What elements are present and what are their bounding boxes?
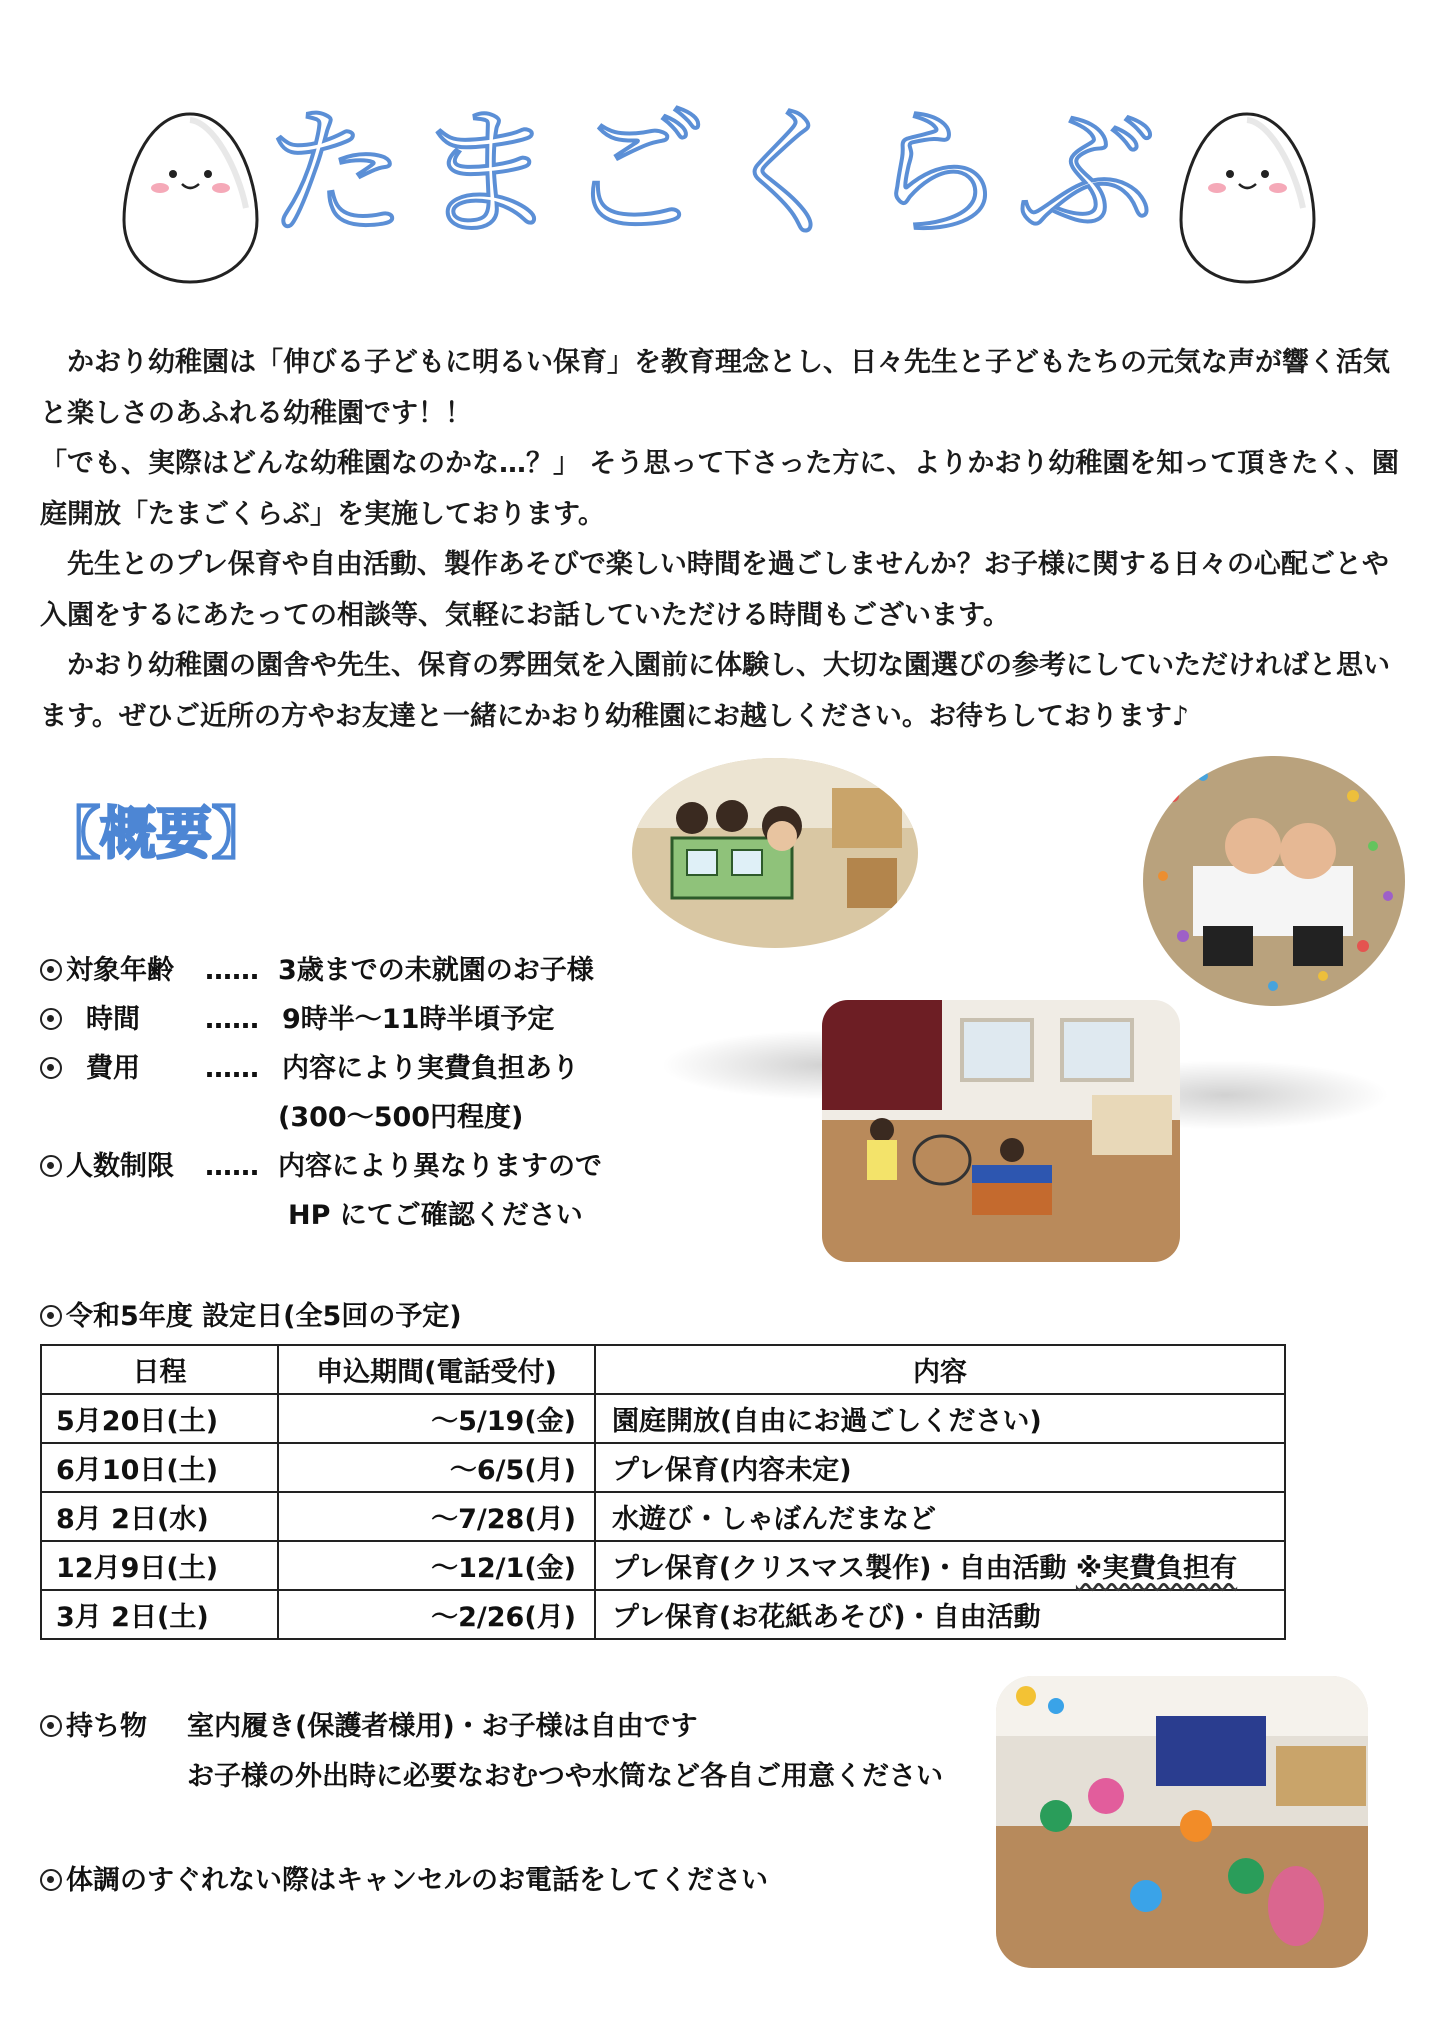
cell-content: 園庭開放(自由にお過ごしください)	[595, 1394, 1285, 1443]
bullet-icon	[40, 1155, 62, 1177]
bullet-icon	[40, 1305, 62, 1327]
cell-date: 6月10日(土)	[41, 1443, 278, 1492]
cell-content: プレ保育(内容未定)	[595, 1443, 1285, 1492]
photo-paper-train	[632, 758, 918, 948]
photo-confetti-play	[1143, 756, 1405, 1006]
cell-period: ～6/5(月)	[278, 1443, 595, 1492]
schedule-table	[40, 1344, 1286, 1640]
intro-paragraph: 「でも、実際はどんな幼稚園なのかな…？」 そう思って下さった方に、よりかおり幼稚園を知って頂きたく、園庭開放「たまごくらぶ」を実施しております。	[40, 448, 1399, 530]
intro-paragraph: 先生とのプレ保育や自由活動、製作あそびで楽しい時間を過ごしませんか？お子様に関する日々の心配ごとや入園をするにあたっての相談等、気軽にお話していただける時間もございます。	[40, 549, 1389, 631]
table-header: 申込期間(電話受付)	[278, 1345, 595, 1394]
info-value: 内容により実費負担あり	[282, 1053, 579, 1084]
info-label: 時間	[86, 1004, 140, 1035]
cancel-note: 体調のすぐれない際はキャンセルのお電話をしてください	[40, 1856, 768, 1905]
cell-content: プレ保育(お花紙あそび)・自由活動	[595, 1590, 1285, 1639]
info-value: 9時半～11時半頃予定	[282, 1004, 555, 1035]
intro-text	[40, 338, 1400, 742]
intro-paragraph: かおり幼稚園は「伸びる子どもに明るい保育」を教育理念とし、日々先生と子どもたちの元気な声が響く活気と楽しさのあふれる幼稚園です！！	[40, 347, 1390, 429]
overview-item-capacity	[40, 1142, 740, 1242]
table-header: 日程	[41, 1345, 278, 1394]
cell-period: ～7/28(月)	[278, 1492, 595, 1541]
belongings-label: 持ち物	[66, 1711, 147, 1742]
cell-content: プレ保育(クリスマス製作)・自由活動 ※実費負担有	[595, 1541, 1285, 1590]
info-dots: ……	[205, 1151, 259, 1182]
overview-heading: 【概要】	[44, 802, 268, 867]
cost-note: ※実費負担有	[1075, 1553, 1238, 1584]
bullet-icon	[40, 1057, 62, 1079]
table-row	[41, 1443, 1285, 1492]
table-row	[41, 1492, 1285, 1541]
info-value-note: HP にてご確認ください	[288, 1200, 583, 1231]
cell-date: 5月20日(土)	[41, 1394, 278, 1443]
info-dots: ……	[205, 1004, 259, 1035]
info-value: 3歳までの未就園のお子様	[278, 955, 594, 986]
bullet-icon	[40, 1715, 62, 1737]
info-label: 費用	[86, 1053, 140, 1084]
overview-item-age	[40, 946, 740, 996]
cell-date: 3月 2日(土)	[41, 1590, 278, 1639]
cell-period: ～5/19(金)	[278, 1394, 595, 1443]
bullet-icon	[40, 1869, 62, 1891]
table-header: 内容	[595, 1345, 1285, 1394]
info-dots: ……	[205, 955, 259, 986]
bullet-icon	[40, 1008, 62, 1030]
info-value: 内容により異なりますので	[278, 1151, 602, 1182]
page-title: たまごくらぶ	[266, 93, 1167, 256]
info-value-note: (300～500円程度)	[278, 1102, 524, 1133]
info-label: 人数制限	[66, 1151, 174, 1182]
photo-dance-activity	[996, 1676, 1368, 1968]
belongings-line: 室内履き(保護者様用)・お子様は自由です	[187, 1711, 698, 1742]
intro-paragraph: かおり幼稚園の園舎や先生、保育の雰囲気を入園前に体験し、大切な園選びの参考にしていただければと思います。ぜひご近所の方やお友達と一緒にかおり幼稚園にお越しください。お待ちしております♪	[40, 650, 1390, 732]
table-row	[41, 1590, 1285, 1639]
cell-date: 8月 2日(水)	[41, 1492, 278, 1541]
cell-period: ～12/1(金)	[278, 1541, 595, 1590]
photo-gym-activity	[822, 1000, 1180, 1262]
table-header-row	[41, 1345, 1285, 1394]
overview-item-cost	[40, 1044, 740, 1144]
belongings-line: お子様の外出時に必要なおむつや水筒など各自ご用意ください	[187, 1761, 943, 1792]
info-label: 対象年齢	[66, 955, 174, 986]
overview-item-time	[40, 995, 740, 1045]
cell-content: 水遊び・しゃぼんだまなど	[595, 1492, 1285, 1541]
schedule-caption: 令和5年度 設定日(全5回の予定)	[40, 1292, 462, 1341]
bullet-icon	[40, 959, 62, 981]
table-row	[41, 1541, 1285, 1590]
cell-period: ～2/26(月)	[278, 1590, 595, 1639]
belongings	[40, 1702, 1000, 1802]
cell-date: 12月9日(土)	[41, 1541, 278, 1590]
info-dots: ……	[205, 1053, 259, 1084]
table-row	[41, 1394, 1285, 1443]
